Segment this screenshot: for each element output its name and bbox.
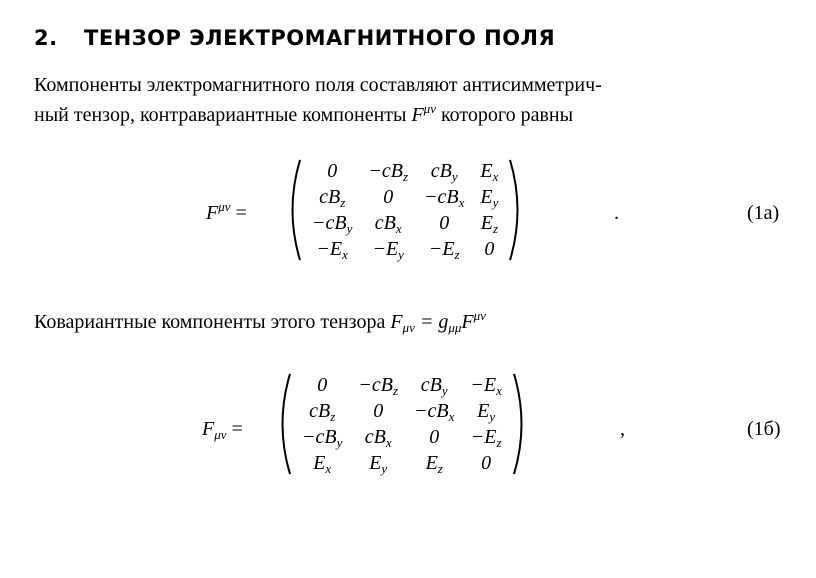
intro-paragraph <box>34 70 794 130</box>
section-heading <box>34 26 555 50</box>
matrix-cell: $-cB_y$ <box>302 425 343 450</box>
matrix-cell: $cB_x$ <box>364 425 392 450</box>
equals-sign: = <box>226 418 243 440</box>
matrix-row <box>304 158 506 184</box>
matrix-cell: $-E_z$ <box>470 425 502 450</box>
matrix-cell: $-E_y$ <box>372 237 404 262</box>
matrix-cell: 0 <box>439 211 450 234</box>
matrix-cell: $-E_x$ <box>316 237 348 262</box>
matrix-cell: 0 <box>484 237 495 260</box>
section-title: ТЕНЗОР ЭЛЕКТРОМАГНИТНОГО ПОЛЯ <box>84 26 556 50</box>
matrix-cell: $E_z$ <box>480 211 499 236</box>
paragraph-line-2-start: ный тензор, контравариантные компоненты <box>34 104 412 126</box>
matrix-cell: $-cB_x$ <box>424 185 465 210</box>
matrix-cell: 0 <box>429 425 440 448</box>
left-paren <box>272 372 294 476</box>
matrix-cell: 0 <box>383 185 394 208</box>
right-paren <box>510 372 532 476</box>
tensor-superscript: μν <box>423 101 436 116</box>
equation-1b-punct: , <box>620 418 625 440</box>
matrix-row <box>294 450 510 476</box>
right-paren <box>506 158 528 262</box>
matrix-covariant <box>272 372 532 476</box>
matrix-row <box>294 424 510 450</box>
equation-1b-label: (1б) <box>747 418 781 440</box>
matrix-cell: $E_x$ <box>480 159 499 184</box>
matrix-cell: $E_y$ <box>477 399 496 424</box>
left-paren <box>282 158 304 262</box>
matrix-cell: 0 <box>481 451 492 474</box>
paragraph-line-1: Компоненты электромагнитного поля составляют антисимметрич- <box>34 74 602 96</box>
matrix-cell: $-cB_z$ <box>358 373 399 398</box>
matrix-table <box>304 158 506 262</box>
paragraph-line-2-end: которого равны <box>435 104 574 126</box>
equation-1a-label: (1a) <box>747 202 780 224</box>
matrix-cell: $-E_z$ <box>428 237 460 262</box>
matrix-contravariant <box>282 158 528 262</box>
matrix-cell: $-cB_x$ <box>414 399 455 424</box>
matrix-cell: $-E_x$ <box>470 373 502 398</box>
matrix-cell: 0 <box>317 373 328 396</box>
equation-1a-lhs <box>206 199 247 225</box>
matrix-row <box>304 184 506 210</box>
matrix-cell: $cB_y$ <box>430 159 458 184</box>
matrix-cell: $E_y$ <box>480 185 499 210</box>
lhs-subscript: μν <box>214 427 227 442</box>
matrix-cell: $cB_z$ <box>319 185 346 210</box>
matrix-row <box>304 210 506 236</box>
matrix-cell: $cB_z$ <box>309 399 336 424</box>
matrix-row <box>294 398 510 424</box>
matrix-row <box>294 372 510 398</box>
covariant-formula: $F_{\mu\nu} = g_{\mu\mu}F^{\mu\nu}$ <box>390 308 486 335</box>
tensor-symbol: F <box>411 104 424 126</box>
equation-1a-punct: . <box>614 202 619 224</box>
matrix-cell: 0 <box>373 399 384 422</box>
matrix-cell: $cB_y$ <box>420 373 448 398</box>
covariant-text: Ковариантные компоненты этого тензора <box>34 311 391 333</box>
matrix-table <box>294 372 510 476</box>
matrix-cell: $E_z$ <box>425 451 443 476</box>
matrix-cell: $E_y$ <box>369 451 388 476</box>
equals-sign: = <box>230 202 247 224</box>
matrix-cell: $-cB_y$ <box>312 211 353 236</box>
matrix-row <box>304 236 506 262</box>
matrix-cell: 0 <box>327 159 338 182</box>
equation-1b-lhs <box>202 418 243 441</box>
lhs-symbol: F <box>206 202 219 224</box>
matrix-cell: $cB_x$ <box>374 211 402 236</box>
lhs-superscript: μν <box>218 199 231 214</box>
lhs-symbol: F <box>202 418 215 440</box>
matrix-cell: $E_x$ <box>313 451 332 476</box>
matrix-cell: $-cB_z$ <box>368 159 409 184</box>
covariant-line <box>34 308 486 335</box>
paragraph-line-2 <box>34 100 794 130</box>
section-number: 2. <box>34 26 58 50</box>
